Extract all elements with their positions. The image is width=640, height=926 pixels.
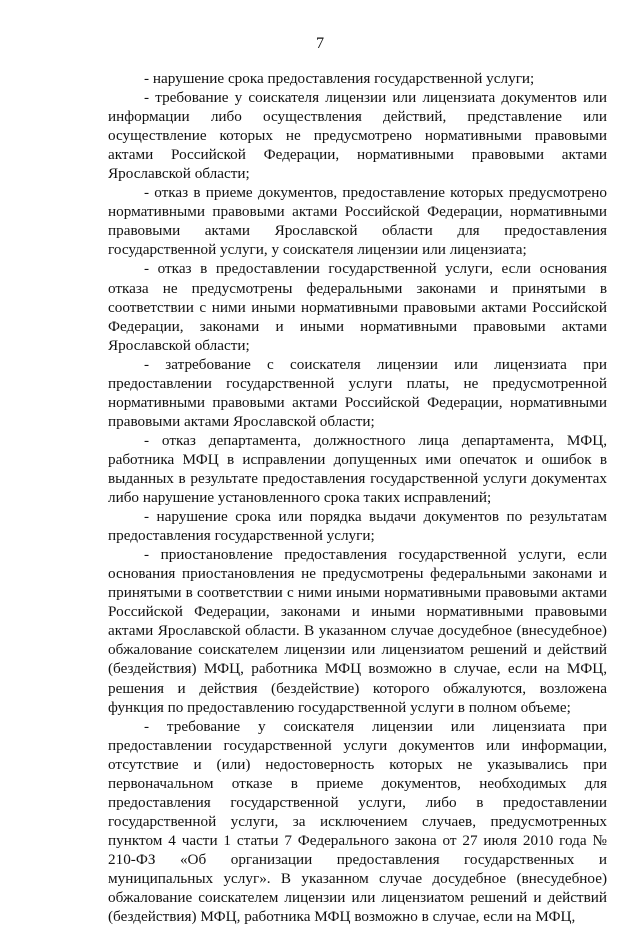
paragraph-refusal-to-correct-errors: - отказ департамента, должностного лица департамента, МФЦ, работника МФЦ в исправлении допущенных ими опечаток и ошибок в выданных в результате предоставления государственной услуги документах либо нарушение установленного срока таких исправлений; bbox=[108, 431, 607, 507]
paragraph-suspension-of-service: - приостановление предоставления государственной услуги, если основания приостановления не предусмотрены федеральными законами и принятыми в соответствии с ними иными нормативными правовыми актами Российской Федерации, законами и иными нормативными правовыми актами Ярославской области. В указанном случае досудебное (внесудебное) обжалование соискателем лицензии или лицензиатом решений и действий (бездействия) МФЦ, работника МФЦ возможно в случае, если на МФЦ, решения и действия (бездействие) которого обжалуются, возложена функция по предоставлению государственной услуги в полном объеме; bbox=[108, 546, 607, 716]
paragraph-demand-of-payment: - затребование с соискателя лицензии или лицензиата при предоставлении государственной услуги платы, не предусмотренной нормативными правовыми актами Российской Федерации, нормативными правовыми актами Ярославской области; bbox=[108, 355, 607, 430]
page-number: 7 bbox=[315, 34, 325, 52]
document-body bbox=[108, 69, 607, 926]
paragraph-requirement-of-documents: - требование у соискателя лицензии или лицензиата документов или информации либо осуществления действий, представление или осуществление которых не предусмотрено нормативными правовыми актами Российской Федерации, нормативными правовыми актами Ярославской области; bbox=[108, 89, 607, 183]
paragraph-violation-of-term: - нарушение срока предоставления государственной услуги; bbox=[144, 70, 535, 87]
paragraph-refusal-of-service: - отказ в предоставлении государственной услуги, если основания отказа не предусмотрены федеральными законами и принятыми в соответствии с ними иными нормативными правовыми актами Российской Федерации, законами и иными нормативными правовыми актами Ярославской области; bbox=[108, 260, 607, 354]
paragraph-violation-of-issuance: - нарушение срока или порядка выдачи документов по результатам предоставления государственной услуги; bbox=[108, 508, 607, 545]
paragraph-refusal-to-accept-documents: - отказ в приеме документов, предоставление которых предусмотрено нормативными правовыми актами Российской Федерации, нормативными правовыми актами Ярославской области для предоставления государственной услуги, у соискателя лицензии или лицензиата; bbox=[108, 184, 607, 259]
paragraph-requirement-of-information: - требование у соискателя лицензии или лицензиата при предоставлении государственной услуги документов или информации, отсутствие и (или) недостоверность которых не указывались при первоначальном отказе в приеме документов, необходимых для предоставления государственной услуги, либо в предоставлении государственной услуги, за исключением случаев, предусмотренных пунктом 4 части 1 статьи 7 Федерального закона от 27 июля 2010 года № 210-ФЗ «Об организации предоставления государственных и муниципальных услуг». В указанном случае досудебное (внесудебное) обжалование соискателем лицензии или лицензиатом решений и действий (бездействия) МФЦ, работника МФЦ возможно в случае, если на МФЦ, bbox=[108, 717, 607, 926]
